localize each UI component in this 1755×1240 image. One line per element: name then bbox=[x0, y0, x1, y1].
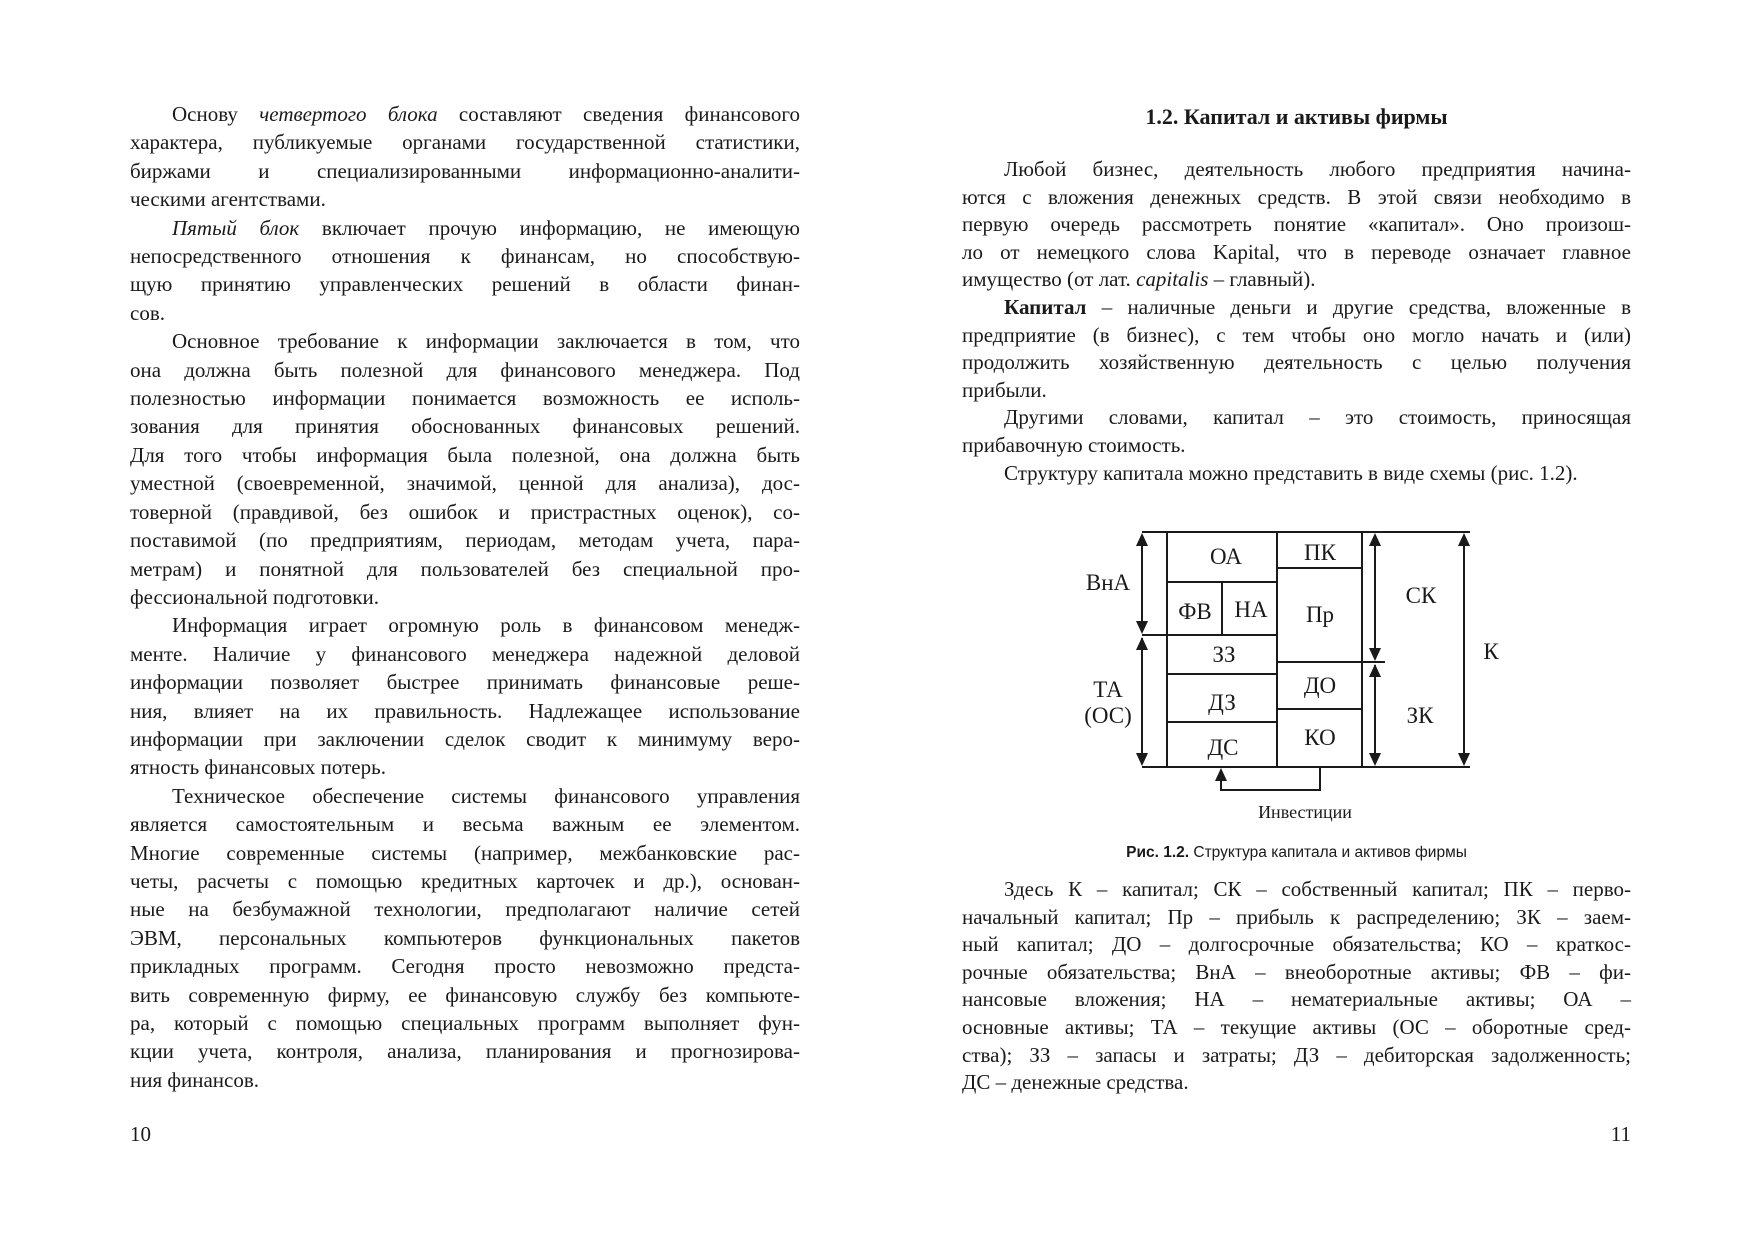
diagram-lines bbox=[1142, 532, 1470, 790]
text-line bbox=[962, 294, 1631, 322]
text-line: начальный капитал; Пр – прибыль к распределению; ЗК – заем- bbox=[962, 904, 1631, 929]
text-line: ческими агентствами. bbox=[130, 187, 326, 212]
label-do: ДО bbox=[1303, 673, 1337, 698]
section-heading: 1.2. Капитал и активы фирмы bbox=[1145, 104, 1448, 129]
label-fv: ФВ bbox=[1178, 599, 1212, 624]
figure-caption bbox=[962, 844, 1631, 862]
paragraph bbox=[130, 100, 800, 214]
page-number-right: 11 bbox=[1610, 1122, 1631, 1146]
paragraph bbox=[962, 876, 1631, 1097]
text-run: включает прочую информацию, не имеющую bbox=[299, 215, 800, 240]
text-line: четы, расчеты с помощью кредитных карточек и др.), основан- bbox=[130, 868, 800, 893]
text-line: кции учета, контроля, анализа, планирования и прогнозирова- bbox=[130, 1039, 800, 1064]
text-line: Техническое обеспечение системы финансового управления bbox=[172, 783, 800, 808]
text-line: ства); ЗЗ – запасы и затраты; ДЗ – дебиторская задолженность; bbox=[962, 1042, 1631, 1067]
label-vna: ВнА bbox=[1085, 570, 1131, 595]
text-line: щую принятию управленческих решений в области финан- bbox=[130, 272, 800, 297]
text-line: Здесь К – капитал; СК – собственный капитал; ПК – перво- bbox=[1004, 877, 1631, 901]
label-os: (ОС) bbox=[1084, 703, 1132, 728]
text-line: фессиональной подготовки. bbox=[130, 584, 379, 609]
label-k: К bbox=[1483, 639, 1499, 664]
text-line: уместной (своевременной, значимой, ценной для анализа), дос- bbox=[130, 471, 800, 496]
italic-text: Пятый блок bbox=[172, 215, 300, 240]
paragraph bbox=[962, 294, 1631, 404]
text-line: Информация играет огромную роль в финансовом менедж- bbox=[172, 613, 800, 638]
text-line: прибыли. bbox=[962, 377, 1047, 402]
text-line: вить современную фирму, ее финансовую службу без компьюте- bbox=[130, 982, 800, 1007]
label-ta: ТА bbox=[1093, 677, 1123, 702]
text-line: основные активы; ТА – текущие активы (ОС – оборотные сред- bbox=[962, 1014, 1631, 1039]
text-line: ра, который с помощью специальных программ выполняет фун- bbox=[130, 1011, 800, 1035]
paragraph bbox=[130, 214, 800, 328]
text-line: является самостоятельным и весьма важным ее элементом. bbox=[130, 812, 800, 837]
text-line: ния финансов. bbox=[130, 1067, 260, 1092]
text-line: ный капитал; ДО – долгосрочные обязательства; КО – краткос- bbox=[962, 932, 1631, 957]
page-number-left: 10 bbox=[130, 1122, 151, 1146]
label-oa: ОА bbox=[1209, 544, 1243, 569]
text-line: рочные обязательства; ВнА – внеоборотные активы; ФВ – фи- bbox=[962, 959, 1631, 984]
text-line: товерной (правдивой, без ошибок и пристрастных оценок), со- bbox=[130, 499, 800, 524]
text-line: метрам) и понятной для пользователей без специальной про- bbox=[130, 556, 800, 581]
caption-prefix: Рис. 1.2. bbox=[1126, 844, 1190, 861]
text-line: информации при заключении сделок сводит к минимуму веро- bbox=[130, 726, 800, 751]
paragraph bbox=[130, 782, 800, 1094]
text-line: Другими словами, капитал – это стоимость, приносящая bbox=[1004, 405, 1631, 430]
text-line: ДС – денежные средства. bbox=[962, 1070, 1189, 1095]
text-line: Для того чтобы информация была полезной, она должна быть bbox=[130, 442, 800, 467]
text-run: составляют сведения финансового bbox=[437, 102, 800, 126]
text-run: – наличные деньги и другие средства, вложенные в bbox=[1086, 294, 1631, 319]
paragraph bbox=[130, 327, 800, 611]
arrow-heads bbox=[1136, 533, 1470, 781]
label-ds: ДС bbox=[1207, 735, 1239, 760]
italic-text: четвертого блока bbox=[259, 102, 438, 126]
text-line: сов. bbox=[130, 300, 165, 325]
text-line: ятность финансовых потерь. bbox=[130, 755, 386, 780]
text-line: непосредственного отношения к финансам, но способствую- bbox=[130, 244, 800, 269]
paragraph bbox=[962, 404, 1631, 459]
text-line bbox=[130, 214, 800, 242]
text-line: нансовые вложения; НА – нематериальные активы; ОА – bbox=[962, 987, 1631, 1012]
label-ko: КО bbox=[1304, 725, 1336, 750]
text-run: Основу bbox=[172, 102, 260, 126]
text-line: характера, публикуемые органами государственной статистики, bbox=[130, 130, 800, 155]
text-line: ЭВМ, персональных компьютеров функциональных пакетов bbox=[130, 925, 800, 950]
text-line: ло от немецкого слова Kapital, что в переводе означает главное bbox=[962, 239, 1631, 264]
label-investments: Инвестиции bbox=[1258, 802, 1352, 822]
text-line: Любой бизнес, деятельность любого предприятия начина- bbox=[1004, 157, 1631, 181]
bold-term: Капитал bbox=[1004, 294, 1087, 319]
text-line: прибавочную стоимость. bbox=[962, 432, 1186, 457]
text-line: прикладных программ. Сегодня просто невозможно предста- bbox=[130, 954, 800, 979]
text-line: предприятие (в бизнес), с тем чтобы оно могло начать и (или) bbox=[962, 322, 1631, 347]
capital-structure-diagram bbox=[1080, 520, 1500, 830]
text-line: поставимой (по предприятиям, периодам, методам учета, пара- bbox=[130, 528, 800, 553]
paragraph bbox=[962, 460, 1631, 488]
text-line: ные на безбумажной технологии, предполагают наличие сетей bbox=[130, 897, 800, 922]
label-pk: ПК bbox=[1304, 540, 1336, 565]
label-sk: СК bbox=[1405, 583, 1437, 608]
label-zk: ЗК bbox=[1406, 703, 1434, 728]
text-line: ются с вложения денежных средств. В этой связи необходимо в bbox=[962, 184, 1631, 209]
text-line: биржами и специализированными информационно-аналити- bbox=[130, 158, 800, 183]
italic-text: capitalis bbox=[1136, 267, 1209, 292]
text-line: ния, влияет на их правильность. Надлежащее использование bbox=[130, 698, 800, 723]
text-line: Многие современные системы (например, межбанковские рас- bbox=[130, 840, 800, 865]
text-line: зования для принятия обоснованных финансовых решений. bbox=[130, 414, 800, 439]
text-line: менте. Наличие у финансового менеджера надежной деловой bbox=[130, 641, 800, 666]
left-page-text bbox=[130, 100, 800, 1094]
text-run: имущество (от лат. bbox=[962, 267, 1137, 292]
right-page-text-top bbox=[962, 156, 1631, 487]
text-line: полезностью информации понимается возможность ее исполь- bbox=[130, 386, 800, 411]
text-run: – главный). bbox=[1208, 267, 1316, 292]
label-zz: ЗЗ bbox=[1212, 642, 1236, 667]
paragraph bbox=[130, 611, 800, 781]
text-line bbox=[130, 100, 800, 128]
caption-text: Структура капитала и активов фирмы bbox=[1189, 844, 1467, 861]
text-line bbox=[962, 266, 1631, 294]
label-na: НА bbox=[1234, 597, 1268, 622]
label-pr: Пр bbox=[1305, 602, 1335, 627]
text-line: первую очередь рассмотреть понятие «капитал». Оно произош- bbox=[962, 212, 1631, 237]
text-line: Основное требование к информации заключается в том, что bbox=[172, 329, 800, 354]
text-line: информации позволяет быстрее принимать финансовые реше- bbox=[130, 670, 800, 695]
text-line: она должна быть полезной для финансового менеджера. Под bbox=[130, 357, 800, 382]
label-dz: ДЗ bbox=[1208, 690, 1236, 715]
paragraph bbox=[962, 156, 1631, 294]
text-line: Структуру капитала можно представить в виде схемы (рис. 1.2). bbox=[1004, 460, 1578, 485]
text-line: продолжить хозяйственную деятельность с целью получения bbox=[962, 350, 1631, 375]
right-page-text-bottom bbox=[962, 876, 1631, 1097]
